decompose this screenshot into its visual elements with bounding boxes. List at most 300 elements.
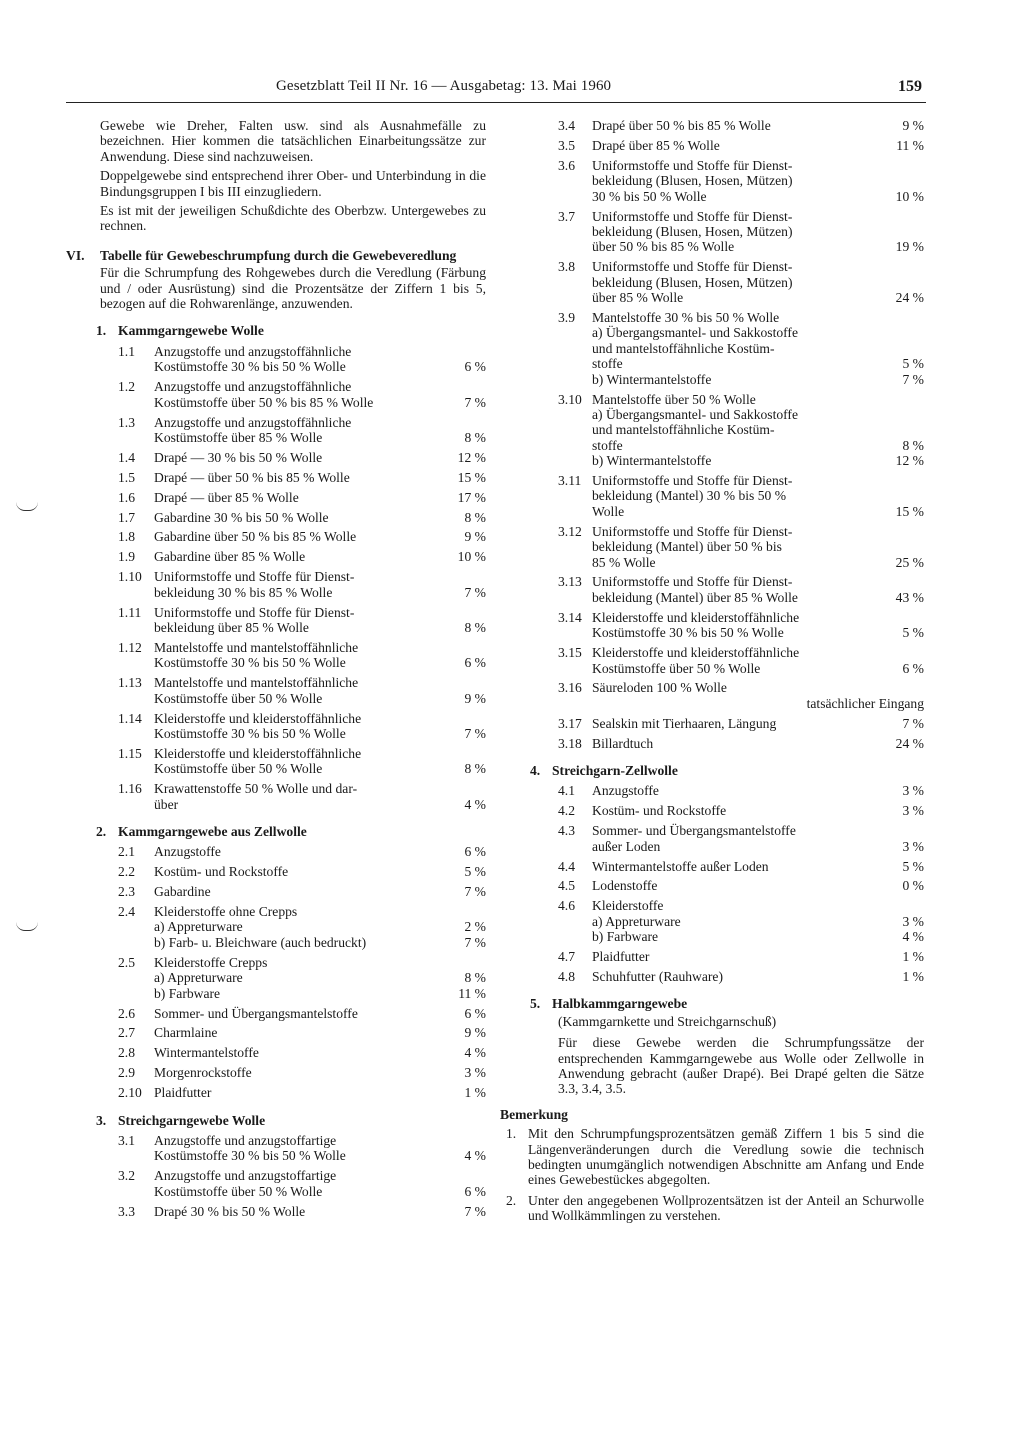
item-line: [154, 1148, 486, 1163]
item-body: [592, 736, 924, 751]
item-percent: [880, 524, 924, 539]
item-body: [154, 490, 486, 505]
list-item: [500, 158, 924, 204]
sub-item-percent: 12 %: [895, 453, 924, 469]
sub-item-text: und mantelstoffähnliche Kostüm-: [592, 422, 775, 438]
item-percent: [880, 898, 924, 913]
sub-item-text: stoffe: [592, 356, 623, 372]
item-line: [154, 1045, 486, 1060]
item-line: [592, 224, 924, 239]
item-line: [154, 726, 486, 741]
sub-item-percent: 3 %: [902, 913, 924, 929]
item-text: Kostümstoffe 30 % bis 50 % Wolle: [154, 1148, 346, 1164]
item-number: 3.8: [558, 259, 575, 275]
item-percent: 15 %: [895, 503, 924, 519]
item-text: Kostümstoffe über 50 % Wolle: [154, 761, 323, 777]
item-body: [592, 473, 924, 519]
item-text: außer Loden: [592, 838, 661, 854]
sub-item-text: b) Farbware: [592, 929, 659, 945]
remark-number: 2.: [506, 1192, 517, 1208]
item-line: [154, 1133, 486, 1148]
list-item: [500, 574, 924, 605]
sub-item-percent: 7 %: [902, 371, 924, 387]
sub-item: [592, 341, 924, 356]
item-number: 1.7: [118, 509, 135, 525]
item-percent: [880, 392, 924, 407]
item-text: Wintermantelstoffe: [154, 1045, 259, 1061]
item-line: [592, 290, 924, 305]
item-text: Uniformstoffe und Stoffe für Dienst-: [154, 604, 355, 620]
sub-item: [592, 325, 924, 340]
item-line: [154, 797, 486, 812]
item-body: [592, 878, 924, 893]
item-line: [592, 392, 924, 407]
list-item: [500, 859, 924, 874]
item-percent: 43 %: [895, 589, 924, 605]
item-percent: [880, 158, 924, 173]
sub-item-percent: 7 %: [464, 934, 486, 950]
list-item: [66, 450, 486, 465]
item-percent: 3 %: [464, 1065, 486, 1081]
item-percent: 3 %: [902, 783, 924, 799]
item-text: Mantelstoffe 30 % bis 50 % Wolle: [592, 309, 780, 325]
item-text: Gabardine: [154, 884, 211, 900]
item-percent: 6 %: [464, 844, 486, 860]
item-percent: [442, 379, 486, 394]
item-number: 4.3: [558, 823, 575, 839]
item-number: 3.2: [118, 1168, 135, 1184]
item-text: Charmlaine: [154, 1025, 218, 1041]
list-item: [66, 955, 486, 1001]
item-text: Uniformstoffe und Stoffe für Dienst-: [592, 523, 793, 539]
sub-item-percent: 4 %: [902, 929, 924, 945]
item-text: über 50 % bis 85 % Wolle: [592, 239, 735, 255]
item-text: bekleidung 30 % bis 85 % Wolle: [154, 584, 333, 600]
item-line: [154, 864, 486, 879]
item-body: [154, 904, 486, 950]
item-text: Kostümstoffe 30 % bis 50 % Wolle: [154, 725, 346, 741]
item-line: [154, 379, 486, 394]
item-percent: [880, 224, 924, 239]
item-body: [592, 823, 924, 854]
sub-item-percent: [880, 325, 924, 340]
item-line: [592, 555, 924, 570]
item-percent: 24 %: [895, 735, 924, 751]
item-line: [592, 524, 924, 539]
item-line: [592, 539, 924, 554]
item-body: [592, 209, 924, 255]
item-percent: [442, 605, 486, 620]
group-number: 1.: [96, 323, 107, 339]
item-line: [154, 415, 486, 430]
item-line: [154, 1085, 486, 1100]
item-text: Kostümstoffe 30 % bis 50 % Wolle: [592, 625, 784, 641]
item-line: [154, 761, 486, 776]
list-item: [500, 610, 924, 641]
item-line: [592, 680, 924, 695]
item-line: [154, 691, 486, 706]
item-line: [592, 259, 924, 274]
item-body: [592, 610, 924, 641]
item-body: [592, 524, 924, 570]
sub-item: [154, 919, 486, 934]
item-percent: [442, 955, 486, 970]
item-special-value: tatsächlicher Eingang: [806, 695, 924, 711]
item-number: 1.14: [118, 710, 142, 726]
group-title: Streichgarngewebe Wolle: [118, 1112, 266, 1128]
item-number: 3.6: [558, 157, 575, 173]
item-body: [592, 259, 924, 305]
item-number: 2.1: [118, 844, 135, 860]
item-number: 1.6: [118, 489, 135, 505]
item-percent: [442, 781, 486, 796]
item-percent: 7 %: [464, 725, 486, 741]
item-body: [592, 574, 924, 605]
item-percent: 8 %: [464, 509, 486, 525]
item-line: [592, 949, 924, 964]
item-percent: [442, 569, 486, 584]
item-number: 1.15: [118, 745, 142, 761]
item-line: [592, 138, 924, 153]
group-title: Kammgarngewebe aus Zellwolle: [118, 823, 307, 839]
item-number: 1.16: [118, 781, 142, 797]
item-text: Kostüm- und Rockstoffe: [592, 803, 727, 819]
item-number: 1.10: [118, 569, 142, 585]
item-text: Plaidfutter: [592, 949, 650, 965]
item-body: [592, 859, 924, 874]
group-title: Kammgarngewebe Wolle: [118, 323, 264, 339]
item-number: 3.4: [558, 118, 575, 133]
item-text: Anzugstoffe und anzugstoffähnliche: [154, 343, 352, 359]
item-body: [154, 1045, 486, 1060]
list-item: [66, 864, 486, 879]
item-number: 1.5: [118, 469, 135, 485]
item-percent: [880, 680, 924, 695]
item-body: [592, 949, 924, 964]
item-line: [592, 803, 924, 818]
item-percent: [880, 259, 924, 274]
list-item: [66, 1085, 486, 1100]
list-item: [66, 675, 486, 706]
sub-item-text: a) Appreturware: [592, 913, 681, 929]
item-percent: [442, 675, 486, 690]
sub-item-percent: [880, 341, 924, 356]
list-item: [500, 473, 924, 519]
item-percent: 1 %: [464, 1085, 486, 1101]
item-number: 2.6: [118, 1005, 135, 1021]
item-text: Anzugstoffe: [592, 783, 659, 799]
remark-text: Unter den angegebenen Wollprozentsätzen ist der Anteil an Schurwolle und Wollkämmlingen zu verstehen.: [528, 1192, 924, 1224]
item-text: Anzugstoffe: [154, 844, 221, 860]
sub-item: [592, 407, 924, 422]
sub-item: [154, 935, 486, 950]
item-text: Mantelstoffe und mantelstoffähnliche: [154, 639, 359, 655]
item-percent: 7 %: [464, 884, 486, 900]
item-line: [154, 585, 486, 600]
item-list: [500, 118, 924, 751]
item-body: [592, 118, 924, 133]
item-number: 2.7: [118, 1025, 135, 1041]
item-text: bekleidung (Blusen, Hosen, Mützen): [592, 173, 793, 189]
item-line: [154, 569, 486, 584]
item-line: [592, 189, 924, 204]
list-item: [66, 711, 486, 742]
item-line: [154, 1204, 486, 1219]
group-text: Für diese Gewebe werden die Schrumpfungssätze der entsprechenden Kammgarngewebe aus Wolle oder Zellwolle in Anwendung gebracht (außer Drapé). Bei Drapé gelten die Sätze 3.3, 3.4, 3.5.: [558, 1035, 924, 1097]
sub-item: [592, 372, 924, 387]
item-percent: 6 %: [902, 660, 924, 676]
list-item: [66, 510, 486, 525]
item-body: [154, 379, 486, 410]
item-text: Wolle: [592, 503, 625, 519]
item-number: 1.1: [118, 343, 135, 359]
item-text: bekleidung über 85 % Wolle: [154, 619, 309, 635]
item-line: [154, 781, 486, 796]
item-list: [66, 344, 486, 812]
item-percent: [880, 173, 924, 188]
item-number: 4.8: [558, 969, 575, 984]
item-line: [154, 1065, 486, 1080]
sub-item-text: b) Wintermantelstoffe: [592, 453, 712, 469]
item-line: [592, 488, 924, 503]
item-text: Sommer- und Übergangsmantelstoffe: [592, 823, 796, 839]
list-item: [66, 344, 486, 375]
list-item: [66, 1045, 486, 1060]
intro-paragraph: Doppelgewebe sind entsprechend ihrer Ober- und Unterbindung in die Bindungsgruppen I bis III einzugliedern.: [100, 168, 486, 199]
item-text: Uniformstoffe und Stoffe für Dienst-: [592, 157, 793, 173]
item-text: Uniformstoffe und Stoffe für Dienst-: [154, 569, 355, 585]
item-line: [154, 359, 486, 374]
item-line: [154, 884, 486, 899]
item-line: [592, 783, 924, 798]
item-percent: 8 %: [464, 429, 486, 445]
item-body: [154, 884, 486, 899]
item-line: [154, 1025, 486, 1040]
sub-item: [592, 422, 924, 437]
sub-item: [592, 453, 924, 468]
item-percent: 6 %: [464, 1183, 486, 1199]
right-column: [500, 118, 924, 1229]
item-body: [154, 711, 486, 742]
sub-item-percent: 2 %: [464, 919, 486, 935]
item-line: [154, 430, 486, 445]
item-percent: 5 %: [902, 858, 924, 874]
item-percent: [442, 1133, 486, 1148]
list-item: [66, 1065, 486, 1080]
item-body: [592, 783, 924, 798]
item-number: 2.9: [118, 1065, 135, 1081]
item-number: 3.7: [558, 208, 575, 224]
item-line: [154, 529, 486, 544]
item-text: Kostümstoffe 30 % bis 50 % Wolle: [154, 359, 346, 375]
item-text: Mantelstoffe und mantelstoffähnliche: [154, 675, 359, 691]
list-item: [500, 118, 924, 133]
sub-item-text: b) Farb- u. Bleichware (auch bedruckt): [154, 934, 367, 950]
item-text: Sommer- und Übergangsmantelstoffe: [154, 1005, 358, 1021]
item-text: Krawattenstoffe 50 % Wolle und dar-: [154, 781, 358, 797]
item-number: 2.2: [118, 864, 135, 880]
item-number: 3.18: [558, 735, 582, 751]
sub-item-percent: 5 %: [902, 356, 924, 372]
item-text: Gabardine über 50 % bis 85 % Wolle: [154, 529, 357, 545]
item-percent: [442, 640, 486, 655]
item-percent: [880, 539, 924, 554]
item-line: [592, 239, 924, 254]
list-item: [66, 1025, 486, 1040]
item-line: [592, 878, 924, 893]
group-title: Streichgarn-Zellwolle: [552, 763, 678, 779]
group-number: 4.: [530, 763, 541, 779]
sub-item-text: a) Appreturware: [154, 919, 243, 935]
item-number: 3.3: [118, 1203, 135, 1219]
group-subtitle: (Kammgarnkette und Streichgarnschuß): [558, 1013, 777, 1029]
item-line: [154, 1184, 486, 1199]
item-body: [154, 569, 486, 600]
item-number: 3.11: [558, 473, 582, 489]
item-text: über: [154, 796, 179, 812]
item-body: [154, 1204, 486, 1219]
list-item: [500, 392, 924, 469]
item-line: [154, 904, 486, 919]
item-line: [154, 490, 486, 505]
group-heading: [96, 1113, 486, 1128]
list-item: [500, 969, 924, 984]
item-list: [500, 783, 924, 984]
item-percent: 7 %: [464, 584, 486, 600]
item-percent: 5 %: [902, 625, 924, 641]
item-percent: 6 %: [464, 655, 486, 671]
list-item: [66, 1133, 486, 1164]
item-percent: 3 %: [902, 838, 924, 854]
item-text: Kostümstoffe über 50 % Wolle: [592, 660, 761, 676]
item-number: 3.12: [558, 523, 582, 539]
item-body: [592, 645, 924, 676]
item-text: Kostüm- und Rockstoffe: [154, 864, 289, 880]
remarks-title: Bemerkung: [500, 1106, 568, 1122]
group-number: 3.: [96, 1112, 107, 1128]
item-text: Uniformstoffe und Stoffe für Dienst-: [592, 473, 793, 489]
item-text: Anzugstoffe und anzugstoffartige: [154, 1168, 337, 1184]
item-text: Kleiderstoffe Crepps: [154, 954, 268, 970]
item-body: [592, 969, 924, 984]
item-number: 1.4: [118, 449, 135, 465]
section-number: VI.: [66, 247, 85, 263]
item-line: [154, 1168, 486, 1183]
item-percent: [880, 473, 924, 488]
group-heading: [530, 996, 924, 1011]
item-line: [592, 590, 924, 605]
group-number: 5.: [530, 996, 541, 1012]
sub-item-text: a) Übergangsmantel- und Sakkostoffe: [592, 325, 798, 341]
list-item: [66, 529, 486, 544]
item-percent: 7 %: [464, 1203, 486, 1219]
item-text: Plaidfutter: [154, 1085, 212, 1101]
item-number: 2.4: [118, 904, 135, 920]
list-item: [66, 640, 486, 671]
item-text: Drapé — über 50 % bis 85 % Wolle: [154, 469, 350, 485]
item-body: [154, 864, 486, 879]
sub-item-text: b) Farbware: [154, 985, 221, 1001]
list-item: [66, 415, 486, 446]
item-number: 2.8: [118, 1045, 135, 1061]
item-text: Lodenstoffe: [592, 878, 658, 894]
item-number: 2.10: [118, 1085, 142, 1101]
item-percent: 11 %: [896, 137, 924, 153]
item-number: 1.8: [118, 529, 135, 545]
item-number: 4.5: [558, 878, 575, 894]
list-item: [500, 138, 924, 153]
item-line: [154, 1006, 486, 1021]
item-percent: 1 %: [902, 969, 924, 984]
sub-item-percent: 8 %: [902, 437, 924, 453]
margin-mark: [16, 502, 38, 511]
item-body: [592, 138, 924, 153]
item-line: [592, 625, 924, 640]
item-number: 3.1: [118, 1132, 135, 1148]
item-body: [154, 1085, 486, 1100]
list-item: [66, 490, 486, 505]
item-text: Gabardine über 85 % Wolle: [154, 549, 306, 565]
list-item: [66, 1204, 486, 1219]
item-number: 3.9: [558, 309, 575, 325]
list-item: [66, 605, 486, 636]
item-text: Kostümstoffe über 50 % bis 85 % Wolle: [154, 394, 374, 410]
item-text: bekleidung (Mantel) über 50 % bis: [592, 539, 782, 555]
item-percent: 1 %: [902, 949, 924, 965]
item-line: [592, 158, 924, 173]
item-body: [154, 1133, 486, 1164]
list-item: [500, 310, 924, 387]
item-text: Drapé — über 85 % Wolle: [154, 489, 299, 505]
list-item: [66, 1006, 486, 1021]
remark-number: 1.: [506, 1126, 517, 1142]
remark-item: [500, 1193, 924, 1224]
item-number: 4.6: [558, 898, 575, 914]
sub-item-text: b) Wintermantelstoffe: [592, 371, 712, 387]
item-text: Drapé über 50 % bis 85 % Wolle: [592, 118, 771, 133]
item-line: [154, 605, 486, 620]
item-body: [154, 844, 486, 859]
item-percent: 25 %: [895, 554, 924, 570]
item-line: [592, 969, 924, 984]
list-item: [66, 884, 486, 899]
item-line: [592, 859, 924, 874]
item-text: Kostümstoffe über 85 % Wolle: [154, 429, 323, 445]
item-text: Kostümstoffe über 50 % Wolle: [154, 690, 323, 706]
item-text: Morgenrockstoffe: [154, 1065, 252, 1081]
item-body: [154, 549, 486, 564]
item-percent: 3 %: [902, 803, 924, 819]
list-item: [500, 783, 924, 798]
item-number: 3.16: [558, 680, 582, 696]
list-item: [66, 746, 486, 777]
intro-paragraph: Es ist mit der jeweiligen Schußdichte des Oberbzw. Untergewebes zu rechnen.: [100, 203, 486, 234]
group-heading: [96, 824, 486, 839]
remark-text: Mit den Schrumpfungsprozentsätzen gemäß Ziffern 1 bis 5 sind die Längenveränderungen durch die Veredlung sowie die technisch bedingten unumgänglich notwendigen Abschnitte am Anfang und Ende eines Gewebestückes abgegolten.: [528, 1126, 924, 1188]
item-line: [154, 955, 486, 970]
group-heading: [530, 763, 924, 778]
list-item: [500, 878, 924, 893]
item-percent: [442, 711, 486, 726]
item-text: Anzugstoffe und anzugstoffähnliche: [154, 414, 352, 430]
item-number: 1.9: [118, 549, 135, 565]
item-body: [154, 675, 486, 706]
list-item: [500, 803, 924, 818]
list-item: [500, 680, 924, 711]
item-line: [592, 473, 924, 488]
item-percent: [880, 488, 924, 503]
sub-item-percent: 8 %: [464, 970, 486, 986]
